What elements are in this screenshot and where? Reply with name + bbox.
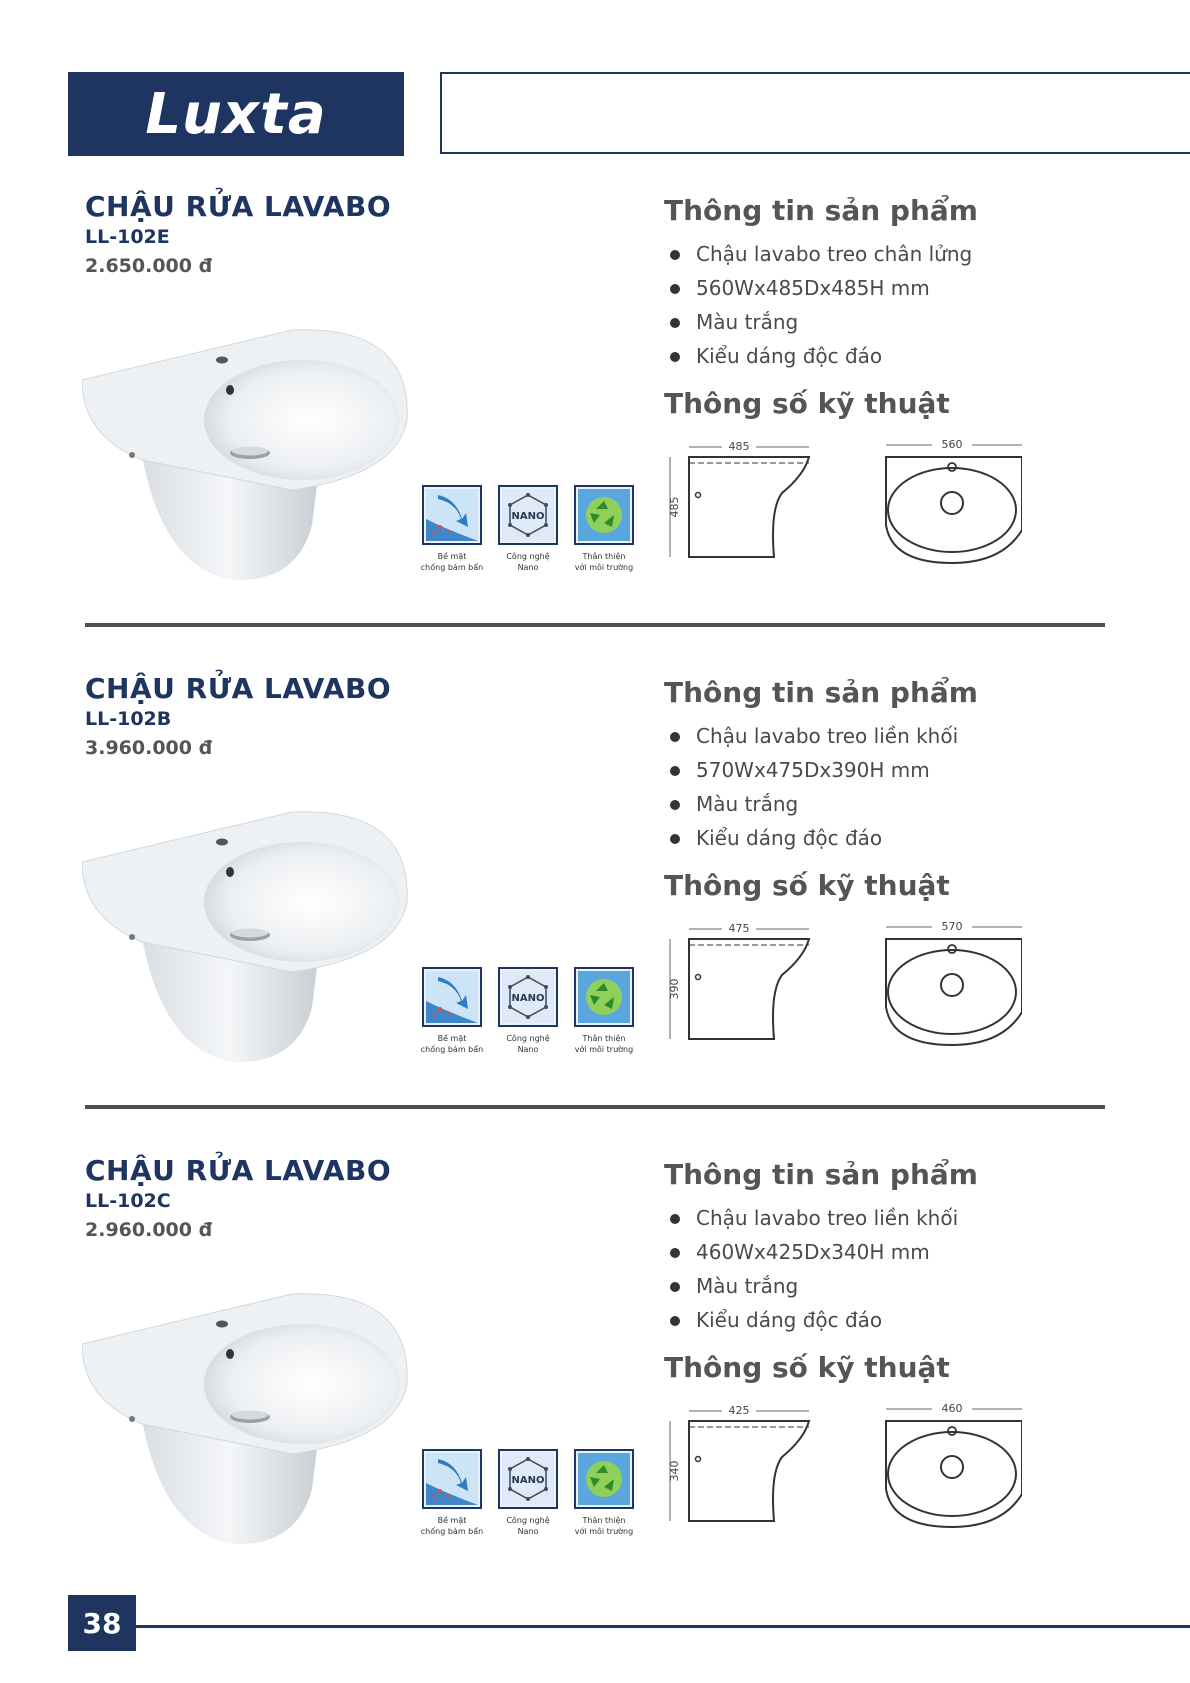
feature-anti-stain — [420, 485, 484, 573]
product-price: 2.960.000 đ — [85, 1219, 213, 1241]
product-info-list — [668, 237, 972, 373]
product-price: 2.650.000 đ — [85, 255, 213, 277]
height-dimension: 340 — [668, 1460, 681, 1482]
header-banner-frame — [440, 72, 1190, 154]
feature-eco — [572, 485, 636, 573]
sink-photo — [82, 807, 412, 1067]
product-card — [0, 1154, 1190, 1614]
info-item: Kiểu dáng độc đáo — [668, 339, 972, 373]
feature-eco — [572, 967, 636, 1055]
tech-spec-heading: Thông số kỹ thuật — [664, 1351, 950, 1384]
product-card — [0, 672, 1190, 1132]
depth-dimension: 485 — [728, 440, 750, 453]
product-info-list — [668, 719, 958, 855]
feature-label: Bề mặt chống bám bẩn — [420, 1034, 484, 1054]
feature-label: Bề mặt chống bám bẩn — [420, 1516, 484, 1536]
sink-photo — [82, 1289, 412, 1549]
product-code: LL-102E — [85, 226, 170, 248]
info-item: Kiểu dáng độc đáo — [668, 1303, 958, 1337]
product-title: CHẬU RỬA LAVABO — [85, 672, 392, 705]
anti-stain-icon — [422, 1449, 482, 1509]
product-code: LL-102B — [85, 708, 172, 730]
height-dimension: 390 — [668, 978, 681, 1000]
info-item: 460Wx425Dx340H mm — [668, 1235, 958, 1269]
eco-recycle-icon — [574, 967, 634, 1027]
feature-label: Thân thiện với môi trường — [574, 552, 634, 572]
feature-nano — [496, 1449, 560, 1537]
top-view-drawing — [882, 435, 1022, 565]
product-info-heading: Thông tin sản phẩm — [664, 194, 978, 227]
height-dimension: 485 — [668, 496, 681, 518]
eco-recycle-icon — [574, 485, 634, 545]
width-dimension: 570 — [941, 920, 963, 933]
feature-label: Bề mặt chống bám bẩn — [420, 552, 484, 572]
top-view-drawing — [882, 1399, 1022, 1529]
page-number: 38 — [68, 1595, 136, 1651]
feature-label: Công nghệ Nano — [506, 1516, 550, 1536]
info-item: Chậu lavabo treo liền khối — [668, 1201, 958, 1235]
info-item: Màu trắng — [668, 787, 958, 821]
info-item: Chậu lavabo treo chân lửng — [668, 237, 972, 271]
feature-anti-stain — [420, 967, 484, 1055]
side-view-drawing — [664, 1399, 814, 1529]
info-item: Màu trắng — [668, 305, 972, 339]
info-item: Màu trắng — [668, 1269, 958, 1303]
brand-logo — [68, 72, 404, 156]
tech-spec-heading: Thông số kỹ thuật — [664, 869, 950, 902]
side-view-drawing — [664, 435, 814, 565]
feature-icons — [420, 485, 636, 573]
svg-text:NANO: NANO — [511, 1475, 545, 1486]
product-price: 3.960.000 đ — [85, 737, 213, 759]
info-item: Chậu lavabo treo liền khối — [668, 719, 958, 753]
product-title: CHẬU RỬA LAVABO — [85, 1154, 392, 1187]
section-divider — [85, 623, 1105, 627]
product-info-list — [668, 1201, 958, 1337]
feature-label: Công nghệ Nano — [506, 552, 550, 572]
feature-label: Thân thiện với môi trường — [574, 1034, 634, 1054]
brand-logo-text: Luxta — [145, 81, 327, 147]
feature-anti-stain — [420, 1449, 484, 1537]
anti-stain-icon — [422, 485, 482, 545]
info-item: 560Wx485Dx485H mm — [668, 271, 972, 305]
product-code: LL-102C — [85, 1190, 171, 1212]
width-dimension: 560 — [941, 438, 963, 451]
info-item: 570Wx475Dx390H mm — [668, 753, 958, 787]
section-divider — [85, 1105, 1105, 1109]
feature-nano — [496, 967, 560, 1055]
top-view-drawing — [882, 917, 1022, 1047]
svg-text:NANO: NANO — [511, 993, 545, 1004]
feature-nano — [496, 485, 560, 573]
anti-stain-icon — [422, 967, 482, 1027]
product-title: CHẬU RỬA LAVABO — [85, 190, 392, 223]
product-info-heading: Thông tin sản phẩm — [664, 676, 978, 709]
info-item: Kiểu dáng độc đáo — [668, 821, 958, 855]
side-view-drawing — [664, 917, 814, 1047]
feature-label: Công nghệ Nano — [506, 1034, 550, 1054]
feature-eco — [572, 1449, 636, 1537]
footer-rule — [136, 1625, 1190, 1628]
depth-dimension: 425 — [728, 1404, 750, 1417]
feature-label: Thân thiện với môi trường — [574, 1516, 634, 1536]
nano-icon — [498, 485, 558, 545]
feature-icons — [420, 1449, 636, 1537]
sink-photo — [82, 325, 412, 585]
tech-spec-heading: Thông số kỹ thuật — [664, 387, 950, 420]
width-dimension: 460 — [941, 1402, 963, 1415]
nano-icon — [498, 967, 558, 1027]
depth-dimension: 475 — [728, 922, 750, 935]
product-info-heading: Thông tin sản phẩm — [664, 1158, 978, 1191]
product-card — [0, 190, 1190, 650]
svg-text:NANO: NANO — [511, 511, 545, 522]
nano-icon — [498, 1449, 558, 1509]
eco-recycle-icon — [574, 1449, 634, 1509]
feature-icons — [420, 967, 636, 1055]
